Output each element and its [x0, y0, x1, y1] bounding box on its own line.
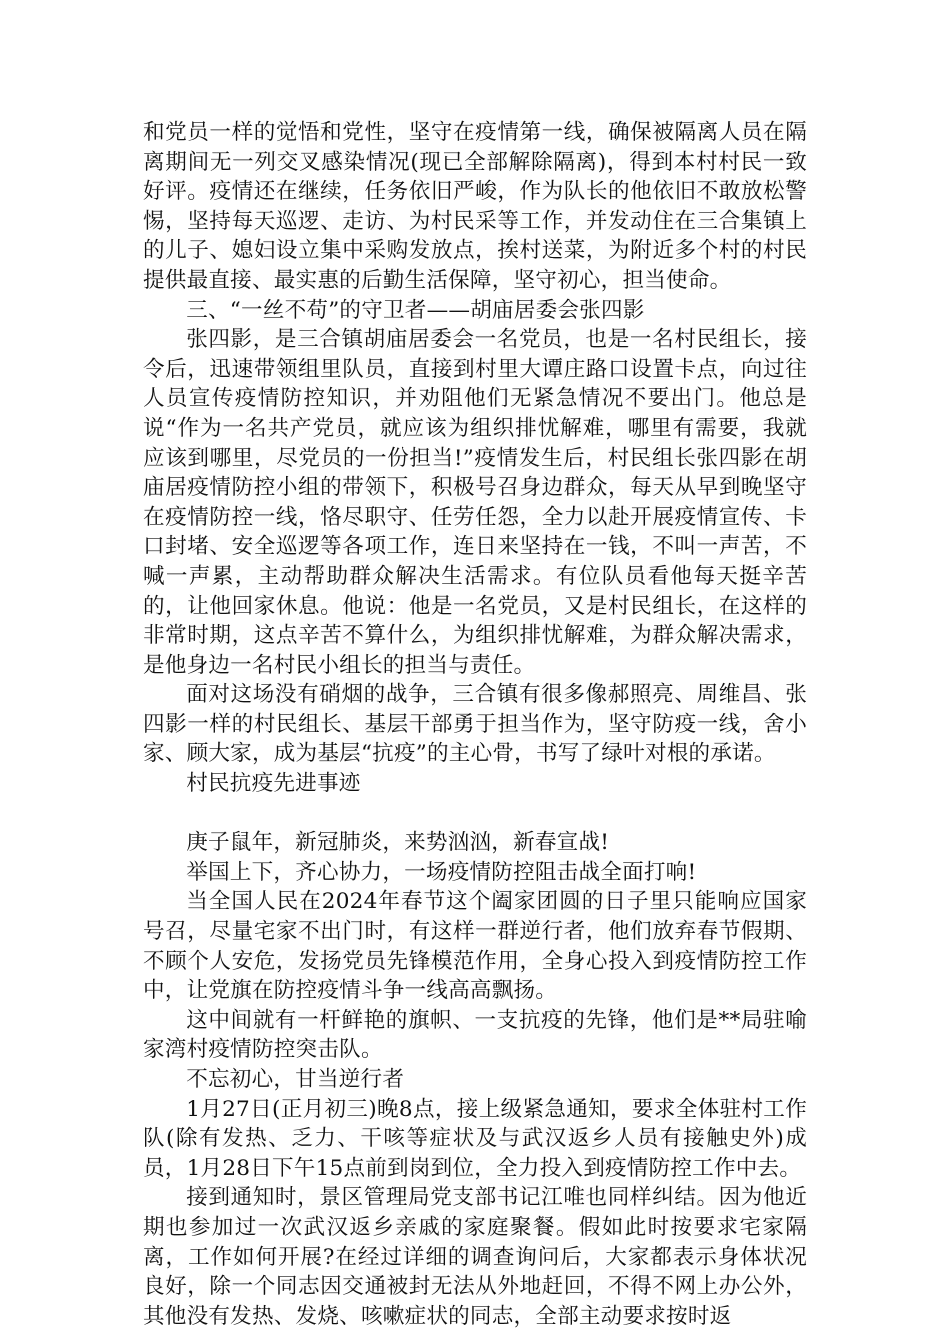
paragraph: 举国上下，齐心协力，一场疫情防控阻击战全面打响!: [186, 859, 697, 885]
blank-line: [143, 799, 807, 829]
paragraph: 当全国人民在2024年春节这个阖家团圆的日子里只能响应国家号召，尽量宅家不出门时，有这样一群逆行者，他们放弃春节假期、不顾个人安危，发扬党员先锋模范作用，全身心投入到疫情防控工作中，让党旗在防控疫情斗争一线高高飘扬。: [143, 889, 807, 1004]
paragraph: 张四影，是三合镇胡庙居委会一名党员，也是一名村民组长，接令后，迅速带领组里队员，直接到村里大谭庄路口设置卡点，向过往人员宣传疫情防控知识，并劝阻他们无紧急情况不要出门。他总是说“作为一名共产党员，就应该为组织排忧解难，哪里有需要，我就应该到哪里，尽党员的一份担当!”疫情发生后，村民组长张四影在胡庙居疫情防控小组的带领下，积极号召身边群众，每天从早到晚坚守在疫情防控一线，恪尽职守、任劳任怨，全力以赴开展疫情宣传、卡口封堵、安全巡逻等各项工作，连日来坚持在一钱，不叫一声苦，不喊一声累，主动帮助群众解决生活需求。有位队员看他每天挺辛苦的，让他回家休息。他说：他是一名党员，又是村民组长，在这样的非常时期，这点辛苦不算什么，为组织排忧解难，为群众解决需求，是他身边一名村民小组长的担当与责任。: [143, 327, 807, 678]
article-title: 村民抗疫先进事迹: [186, 771, 361, 797]
section-heading: 不忘初心，甘当逆行者: [186, 1067, 405, 1092]
section-heading: 三、“一丝不苟”的守卫者——胡庙居委会张四影: [186, 297, 645, 323]
paragraph: 面对这场没有硝烟的战争，三合镇有很多像郝照亮、周维昌、张四影一样的村民组长、基层干部勇于担当作为，坚守防疫一线，舍小家、顾大家，成为基层“抗疫”的主心骨，书写了绿叶对根的承诺。: [143, 682, 807, 767]
paragraph: 接到通知时，景区管理局党支部书记江唯也同样纠结。因为他近期也参加过一次武汉返乡亲戚的家庭聚餐。假如此时按要求宅家隔离，工作如何开展?在经过详细的调查询问后，大家都表示身体状况良好，除一个同志因交通被封无法从外地赶回，不得不网上办公外，其他没有发热、发烧、咳嗽症状的同志，全部主动要求按时返: [143, 1185, 807, 1329]
document-page: [143, 118, 807, 1331]
paragraph: 1月27日(正月初三)晚8点，接上级紧急通知，要求全体驻村工作队(除有发热、乏力、干咳等症状及与武汉返乡人员有接触史外)成员，1月28日下午15点前到岗到位，全力投入到疫情防控工作中去。: [143, 1096, 807, 1181]
paragraph: 庚子鼠年，新冠肺炎，来势汹汹，新春宣战!: [186, 830, 610, 856]
paragraph: 和党员一样的觉悟和党性，坚守在疫情第一线，确保被隔离人员在隔离期间无一列交叉感染情况(现已全部解除隔离)，得到本村村民一致好评。疫情还在继续，任务依旧严峻，作为队长的他依旧不敢放松警惕，坚持每天巡逻、走访、为村民采等工作，并发动住在三合集镇上的儿子、媳妇设立集中采购发放点，挨村送菜，为附近多个村的村民提供最直接、最实惠的后勤生活保障，坚守初心，担当使命。: [143, 120, 807, 293]
paragraph: 这中间就有一杆鲜艳的旗帜、一支抗疫的先锋，他们是**局驻喻家湾村疫情防控突击队。: [143, 1007, 807, 1063]
